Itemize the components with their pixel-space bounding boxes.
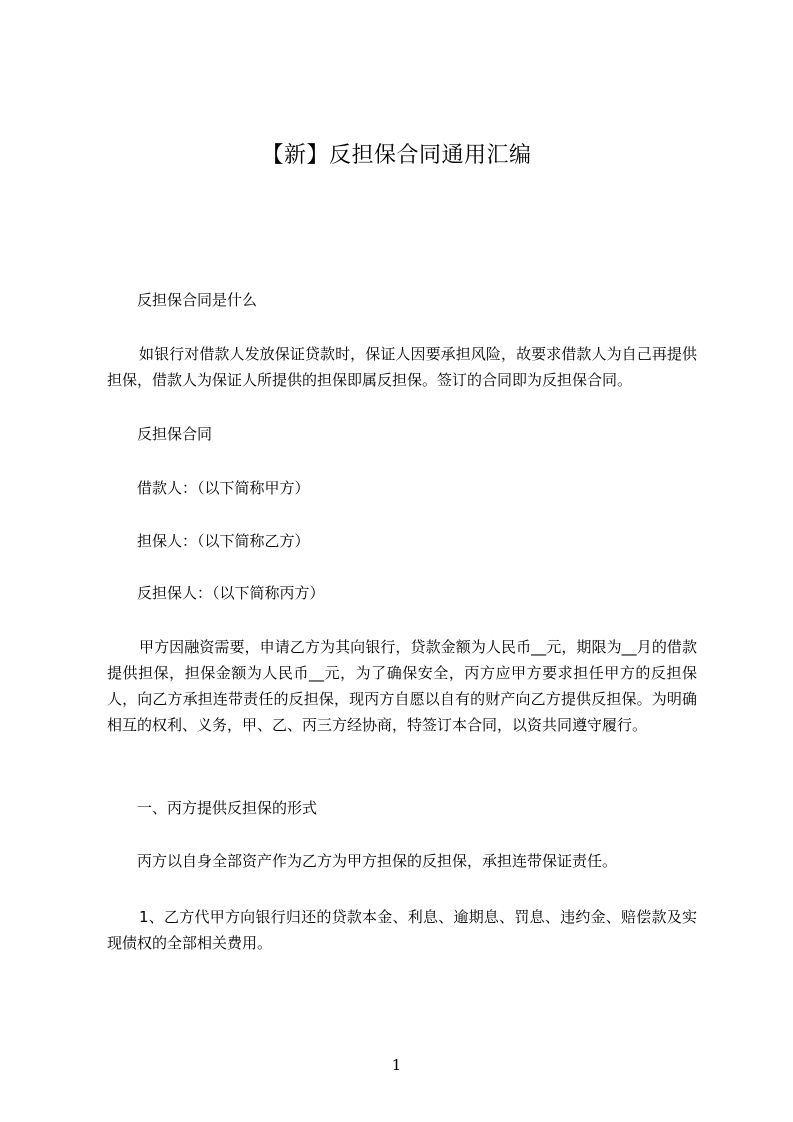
- party-guarantor: 担保人：（以下简称乙方）: [137, 532, 310, 550]
- page-number: 1: [391, 1056, 402, 1074]
- party-borrower: 借款人：（以下简称甲方）: [137, 479, 310, 497]
- heading-what-is-counter-guarantee: 反担保合同是什么: [137, 291, 258, 309]
- intro-paragraph: 如银行对借款人发放保证贷款时，保证人因要承担风险，故要求借款人为自己再提供担保，借款人为保证人所提供的担保即属反担保。签订的合同即为反担保合同。: [107, 345, 697, 389]
- section1-body: 丙方以自身全部资产作为乙方为甲方担保的反担保，承担连带保证责任。: [137, 852, 618, 870]
- item1-paragraph: 1、乙方代甲方向银行归还的贷款本金、利息、逾期息、罚息、违约金、赔偿款及实现债权的全部相关费用。: [107, 908, 697, 952]
- preamble-paragraph: 甲方因融资需要，申请乙方为其向银行，贷款金额为人民币__元，期限为__月的借款提供担保，担保金额为人民币__元，为了确保安全，丙方应甲方要求担任甲方的反担保人，向乙方承担连带责任的反担保，现丙方自愿以自有的财产向乙方提供反担保。为明确相互的权利、义务，甲、乙、丙三方经协商，特签订本合同，以资共同遵守履行。: [107, 638, 697, 734]
- document-title: 【新】反担保合同通用汇编: [261, 143, 532, 168]
- party-counter-guarantor: 反担保人：（以下简称丙方）: [137, 584, 325, 602]
- contract-title: 反担保合同: [137, 425, 213, 443]
- section1-heading: 一、丙方提供反担保的形式: [137, 799, 318, 817]
